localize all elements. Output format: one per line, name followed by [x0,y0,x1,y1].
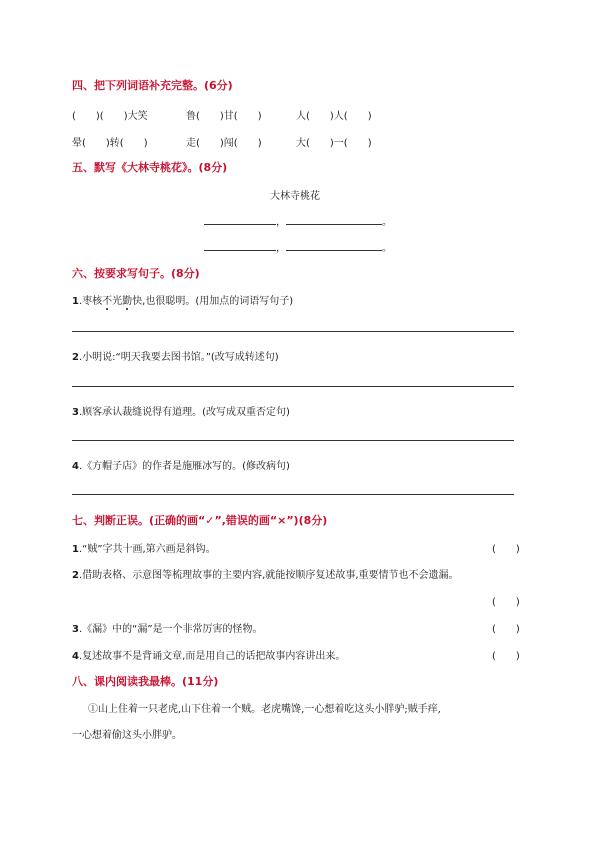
section4-title: 四、把下列词语补充完整。(6分) [72,79,233,92]
word-blank-1: ( )( )大笑 [72,111,148,122]
answer-parentheses[interactable]: ( ) [492,597,520,608]
section5-title: 五、默写《大林寺桃花》。(8分) [72,161,228,174]
poem-blank[interactable] [286,241,382,251]
poem-comma: ， [276,217,286,228]
poem-period: 。 [382,243,392,254]
question-number: 1 [72,296,79,307]
answer-line[interactable] [72,331,514,332]
poem-line-1 [204,213,392,228]
answer-parentheses[interactable]: ( ) [492,624,520,635]
question-number: 3 [72,624,79,635]
judge-question-2: 2.借助表格、示意图等梳理故事的主要内容,就能按顺序复述故事,重要情节也不会遗漏。 [72,570,459,581]
question-number: 2 [72,570,79,581]
answer-parentheses[interactable]: ( ) [492,651,520,662]
reading-paragraph-line-2: 一心想着偷这头小胖驴。 [72,730,182,741]
question-number: 3 [72,407,79,418]
judge-question-1: 1.“贼”字共十画,第六画是斜钩。 [72,544,216,555]
section7-title: 七、判断正误。(正确的画“✓”,错误的画“×”)(8分) [72,514,328,527]
word-blank-6: 大( )一( ) [296,138,372,149]
answer-line[interactable] [72,440,514,441]
question-number: 1 [72,544,79,555]
section6-title: 六、按要求写句子。(8分) [72,267,200,280]
emphasis-dot-char: 勤 [122,296,133,307]
question-number: 2 [72,352,79,363]
judge-question-4: 4.复述故事不是背诵文章,而是用自己的话把故事内容讲出来。 [72,651,346,662]
poem-blank[interactable] [286,215,382,225]
question-number: 4 [72,461,79,472]
sentence-question-1: 1.枣核不光勤快,也很聪明。(用加点的词语写句子) [72,296,294,307]
emphasis-dot-char: 不 [102,296,113,307]
poem-title: 大林寺桃花 [270,191,320,202]
answer-line[interactable] [72,494,514,495]
word-blank-2: 鲁( )甘( ) [186,111,262,122]
poem-comma: ， [276,243,286,254]
sentence-question-3: 3.顾客承认裁缝说得有道理。(改写成双重否定句) [72,407,290,418]
sentence-question-2: 2.小明说:“明天我要去图书馆。”(改写成转述句) [72,352,279,363]
word-blank-5: 走( )闯( ) [186,138,262,149]
question-number: 4 [72,651,79,662]
sentence-question-4: 4.《方帽子店》的作者是施雁冰写的。(修改病句) [72,461,290,472]
judge-question-3: 3.《漏》中的“漏”是一个非常厉害的怪物。 [72,624,263,635]
poem-blank[interactable] [204,241,276,251]
word-blank-3: 人( )人( ) [296,111,372,122]
section8-title: 八、课内阅读我最棒。(11分) [72,675,219,688]
word-blank-4: 晕( )转( ) [72,138,148,149]
poem-blank[interactable] [204,215,276,225]
answer-parentheses[interactable]: ( ) [492,544,520,555]
poem-period: 。 [382,217,392,228]
poem-line-2 [204,239,392,254]
answer-line[interactable] [72,386,514,387]
reading-paragraph-line-1: ①山上住着一只老虎,山下住着一个贼。老虎嘴馋,一心想着吃这头小胖驴;贼手痒, [88,704,441,715]
